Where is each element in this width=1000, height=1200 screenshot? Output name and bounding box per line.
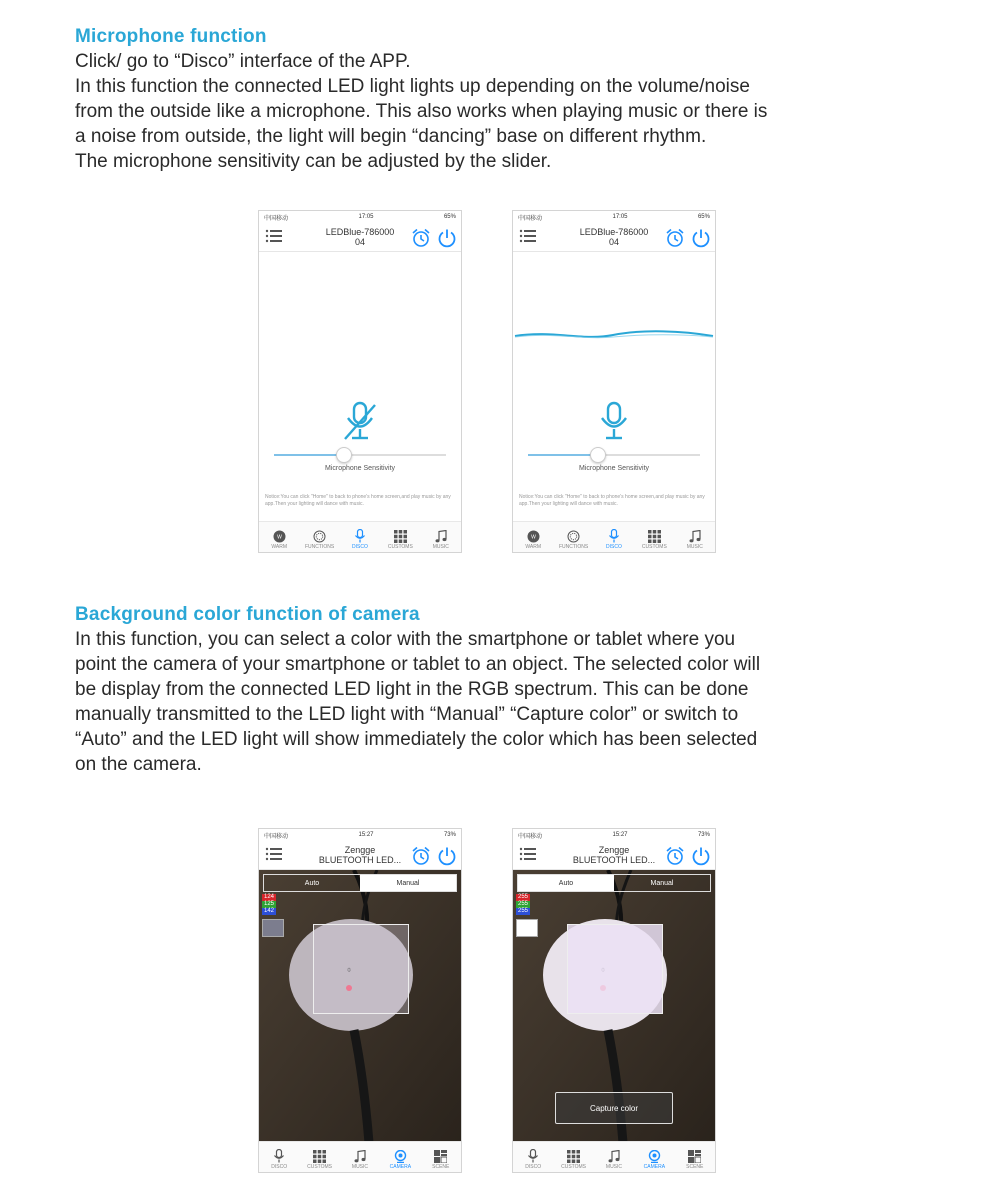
tab-functions[interactable]: [300, 528, 340, 552]
section-line: manually transmitted to the LED light with “Manual” “Capture color” or switch to: [75, 704, 739, 725]
tab-label: SCENE: [686, 1164, 704, 1170]
tab-bar: [259, 521, 461, 552]
status-bar: [513, 211, 715, 223]
tab-bar: [513, 521, 715, 552]
sensitivity-label: Microphone Sensitivity: [578, 465, 650, 472]
warm-icon: [259, 528, 299, 544]
mode-toggle: [517, 874, 711, 892]
microphone-muted-icon[interactable]: [343, 401, 377, 446]
clock-label: 17:05: [612, 214, 628, 220]
functions-icon: [300, 528, 340, 544]
microphone-icon[interactable]: [597, 401, 631, 446]
tab-label: MUSIC: [605, 1164, 623, 1170]
alarm-clock-icon[interactable]: [665, 228, 683, 246]
tab-label: FUNCTIONS: [304, 544, 335, 550]
tab-customs[interactable]: [300, 1148, 340, 1172]
slider-knob[interactable]: [590, 447, 606, 463]
music-icon: [675, 528, 715, 544]
disco-screenshot-active: [512, 210, 716, 553]
tab-customs[interactable]: [554, 1148, 594, 1172]
menu-icon[interactable]: [519, 846, 537, 864]
device-name: Zengge: [598, 845, 630, 855]
microphone-icon: [513, 1148, 553, 1164]
device-subtitle: BLUETOOTH LED...: [318, 855, 402, 865]
music-icon: [594, 1148, 634, 1164]
rgb-readout: [516, 894, 530, 915]
tab-music[interactable]: [594, 1148, 634, 1172]
notice-text: Notice:You can click "Home" to back to phone's home screen,and play music by any app.Then your lighting will dance with music.: [265, 494, 451, 507]
music-icon: [421, 528, 461, 544]
section-line: “Auto” and the LED light will show immediately the color which has been selected: [75, 729, 758, 750]
device-subtitle: 04: [354, 237, 365, 247]
status-bar: [513, 829, 715, 841]
section-line: Click/ go to “Disco” interface of the APP.: [75, 51, 411, 72]
green-value: 125: [264, 901, 275, 907]
menu-icon[interactable]: [265, 228, 283, 246]
green-value: 255: [518, 901, 529, 907]
device-subtitle: 04: [608, 237, 619, 247]
menu-icon[interactable]: [519, 228, 537, 246]
alarm-clock-icon[interactable]: [411, 228, 429, 246]
warm-icon: [513, 528, 553, 544]
color-selection-box[interactable]: [567, 924, 663, 1014]
mode-auto-button[interactable]: Auto: [518, 875, 614, 891]
power-icon[interactable]: [437, 228, 455, 246]
capture-color-button[interactable]: Capture color: [555, 1092, 673, 1124]
mode-auto-button[interactable]: Auto: [304, 879, 320, 887]
carrier-label: 中国移动: [264, 833, 289, 840]
tab-warm[interactable]: [259, 528, 299, 552]
device-name: LEDBlue-786000: [579, 227, 649, 237]
carrier-label: 中国移动: [518, 215, 543, 222]
tab-disco[interactable]: [340, 528, 380, 552]
customs-icon: [380, 528, 420, 544]
tab-label: CUSTOMS: [387, 544, 413, 550]
notice-text: Notice:You can click "Home" to back to phone's home screen,and play music by any app.Then your lighting will dance with music.: [519, 494, 705, 507]
customs-icon: [300, 1148, 340, 1164]
tab-disco[interactable]: [513, 1148, 553, 1172]
svg-text:W: W: [276, 534, 282, 540]
alarm-clock-icon[interactable]: [665, 846, 683, 864]
sensitivity-slider[interactable]: [528, 454, 700, 456]
camera-screenshot-auto: [512, 828, 716, 1173]
tab-bar: [259, 1141, 461, 1172]
camera-icon: [634, 1148, 674, 1164]
mode-manual-button[interactable]: Manual: [360, 875, 456, 891]
section-line: In this function, you can select a color with the smartphone or tablet where you: [75, 629, 736, 650]
menu-icon[interactable]: [265, 846, 283, 864]
tab-camera[interactable]: [380, 1148, 420, 1172]
sensitivity-slider[interactable]: [274, 454, 446, 456]
music-icon: [340, 1148, 380, 1164]
tab-label: DISCO: [352, 544, 368, 550]
carrier-label: 中国移动: [518, 833, 543, 840]
tab-label: MUSIC: [351, 1164, 369, 1170]
tab-label: WARM: [525, 544, 542, 550]
blue-value: 255: [518, 908, 529, 914]
tab-label: WARM: [271, 544, 288, 550]
slider-track: [597, 454, 700, 456]
section-line: from the outside like a microphone. This also works when playing music or there is: [75, 101, 768, 122]
sensitivity-label: Microphone Sensitivity: [324, 465, 396, 472]
microphone-icon: [340, 528, 380, 544]
device-name: LEDBlue-786000: [325, 227, 395, 237]
camera-section: [75, 602, 955, 777]
slider-knob[interactable]: [336, 447, 352, 463]
sound-wave: [513, 326, 715, 346]
battery-label: 73%: [443, 832, 456, 838]
svg-text:⌽: ⌽: [346, 965, 352, 974]
tab-warm[interactable]: [513, 528, 553, 552]
clock-label: 17:05: [358, 214, 374, 220]
section-line: The microphone sensitivity can be adjusted by the slider.: [75, 151, 552, 172]
status-bar: [259, 829, 461, 841]
power-icon[interactable]: [691, 228, 709, 246]
section-line: a noise from outside, the light will begin “dancing” base on different rhythm.: [75, 126, 707, 147]
tab-label: CUSTOMS: [561, 1164, 587, 1170]
device-name: Zengge: [344, 845, 376, 855]
scene-icon: [675, 1148, 715, 1164]
tab-label: DISCO: [606, 544, 622, 550]
tab-music[interactable]: [421, 528, 461, 552]
functions-icon: [554, 528, 594, 544]
color-selection-box[interactable]: [313, 924, 409, 1014]
red-value: 124: [264, 894, 275, 900]
slider-track: [343, 454, 446, 456]
status-bar: [259, 211, 461, 223]
section-line: on the camera.: [75, 754, 202, 775]
disco-screenshot-muted: [258, 210, 462, 553]
device-subtitle: BLUETOOTH LED...: [572, 855, 656, 865]
tab-scene[interactable]: [421, 1148, 461, 1172]
camera-icon: [380, 1148, 420, 1164]
battery-label: 65%: [697, 214, 710, 220]
customs-icon: [554, 1148, 594, 1164]
tab-customs[interactable]: [380, 528, 420, 552]
mode-manual-button[interactable]: Manual: [650, 879, 674, 887]
app-header: [513, 223, 715, 252]
tab-label: DISCO: [271, 1164, 288, 1170]
section-line: be display from the connected LED light in the RGB spectrum. This can be done: [75, 679, 749, 700]
tab-disco[interactable]: [594, 528, 634, 552]
tab-label: CAMERA: [389, 1164, 412, 1170]
tab-functions[interactable]: [554, 528, 594, 552]
red-value: 255: [518, 894, 529, 900]
blue-value: 142: [264, 908, 275, 914]
tab-camera[interactable]: [634, 1148, 674, 1172]
tab-music[interactable]: [340, 1148, 380, 1172]
section-title: Microphone function: [75, 26, 267, 47]
mode-toggle: [263, 874, 457, 892]
scene-icon: [421, 1148, 461, 1164]
section-title: Background color function of camera: [75, 604, 420, 625]
carrier-label: 中国移动: [264, 215, 289, 222]
clock-label: 15:27: [358, 832, 374, 838]
app-header: [259, 223, 461, 252]
tab-label: DISCO: [525, 1164, 542, 1170]
section-line: point the camera of your smartphone or tablet to an object. The selected color will: [75, 654, 761, 675]
color-swatch: [262, 919, 284, 937]
camera-preview[interactable]: [513, 870, 715, 1141]
tab-label: MUSIC: [432, 544, 449, 550]
tab-disco[interactable]: [259, 1148, 299, 1172]
microphone-section: [75, 24, 955, 174]
tab-label: CAMERA: [643, 1164, 666, 1170]
tab-customs[interactable]: [634, 528, 674, 552]
alarm-clock-icon[interactable]: [411, 846, 429, 864]
tab-label: FUNCTIONS: [558, 544, 589, 550]
tab-label: MUSIC: [686, 544, 703, 550]
clock-label: 15:27: [612, 832, 628, 838]
battery-label: 65%: [443, 214, 456, 220]
section-line: In this function the connected LED light lights up depending on the volume/noise: [75, 76, 750, 97]
color-swatch: [516, 919, 538, 937]
camera-preview[interactable]: [259, 870, 461, 1141]
tab-scene[interactable]: [675, 1148, 715, 1172]
battery-label: 73%: [697, 832, 710, 838]
svg-text:W: W: [530, 534, 536, 540]
tab-music[interactable]: [675, 528, 715, 552]
tab-label: SCENE: [432, 1164, 450, 1170]
power-icon[interactable]: [691, 846, 709, 864]
customs-icon: [634, 528, 674, 544]
tab-label: CUSTOMS: [307, 1164, 333, 1170]
tab-bar: [513, 1141, 715, 1172]
tab-label: CUSTOMS: [641, 544, 667, 550]
microphone-icon: [594, 528, 634, 544]
power-icon[interactable]: [437, 846, 455, 864]
rgb-readout: [262, 894, 276, 915]
camera-screenshot-manual: [258, 828, 462, 1173]
app-header: [513, 841, 715, 870]
microphone-icon: [259, 1148, 299, 1164]
app-header: [259, 841, 461, 870]
